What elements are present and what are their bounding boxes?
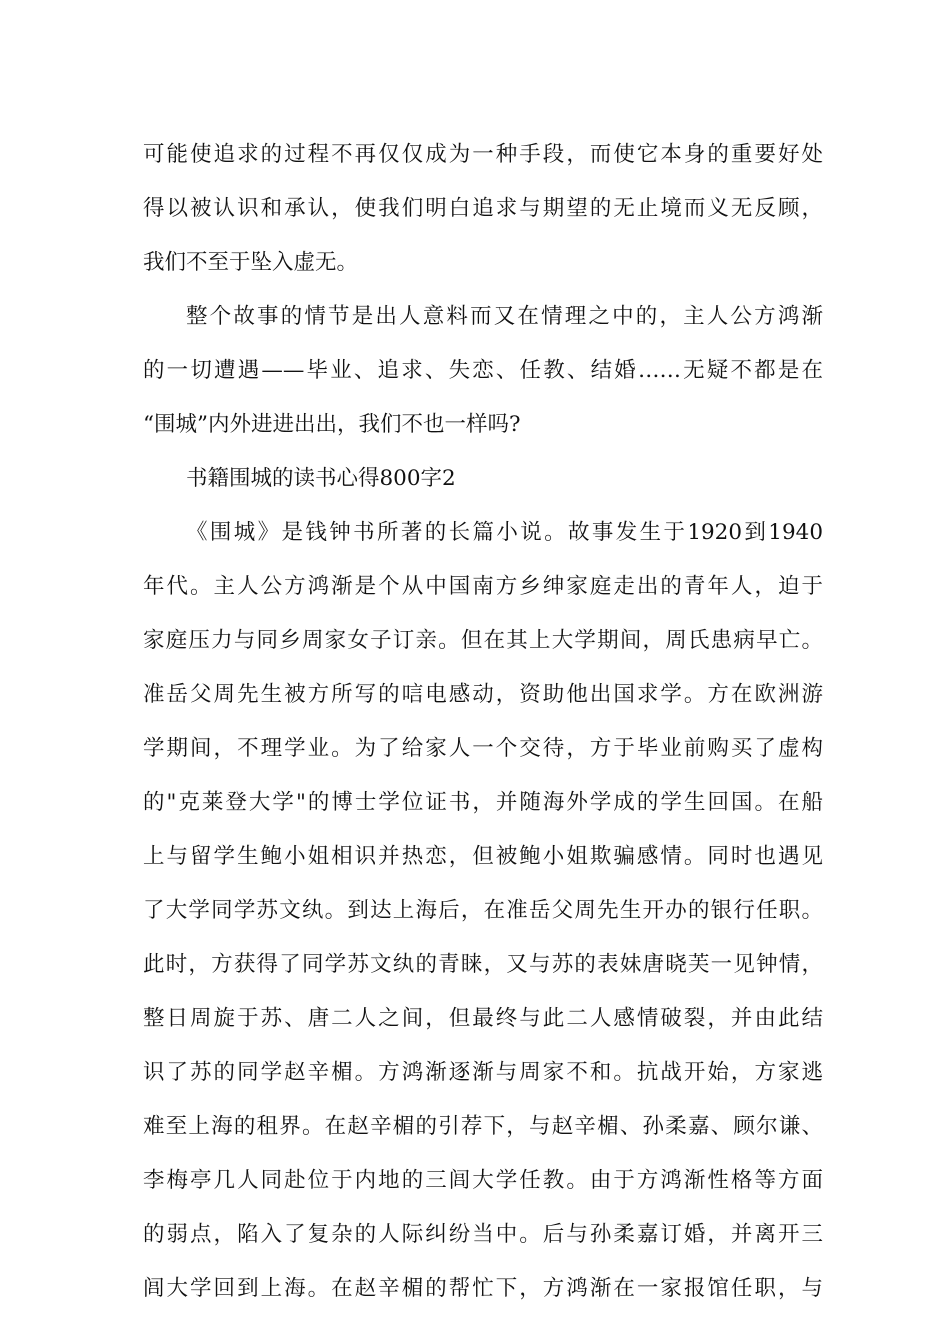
text-line: 了大学同学苏文纨。到达上海后，在准岳父周先生开办的银行任职。: [143, 898, 823, 923]
text-line: 此时，方获得了同学苏文纨的青睐，又与苏的表妹唐晓芙一见钟情，: [143, 952, 823, 977]
text-line: “围城”内外进进出出，我们不也一样吗?: [143, 412, 521, 437]
text-line: 难至上海的租界。在赵辛楣的引荐下，与赵辛楣、孙柔嘉、顾尔谦、: [143, 1114, 823, 1139]
paragraph-2: [143, 290, 823, 452]
text-line: 上与留学生鲍小姐相识并热恋，但被鲍小姐欺骗感情。同时也遇见: [143, 844, 823, 869]
paragraph-1: [143, 128, 823, 290]
text-line: 年代。主人公方鸿渐是个从中国南方乡绅家庭走出的青年人，迫于: [143, 574, 823, 599]
text-line: 学期间，不理学业。为了给家人一个交待，方于毕业前购买了虚构: [143, 736, 823, 761]
text-line: 李梅亭几人同赴位于内地的三闾大学任教。由于方鸿渐性格等方面: [143, 1168, 823, 1193]
text-line: 整个故事的情节是出人意料而又在情理之中的，主人公方鸿渐: [186, 304, 823, 329]
text-line: 可能使追求的过程不再仅仅成为一种手段，而使它本身的重要好处: [143, 142, 823, 167]
text-line: 闾大学回到上海。在赵辛楣的帮忙下，方鸿渐在一家报馆任职，与: [143, 1276, 823, 1301]
text-line: 我们不至于坠入虚无。: [143, 250, 359, 275]
paragraph-3: [143, 506, 823, 1316]
heading-line: 书籍围城的读书心得800字2: [186, 466, 456, 491]
text-line: 的弱点，陷入了复杂的人际纠纷当中。后与孙柔嘉订婚，并离开三: [143, 1222, 823, 1247]
text-line: 准岳父周先生被方所写的唁电感动，资助他出国求学。方在欧洲游: [143, 682, 823, 707]
text-line: 的"克莱登大学"的博士学位证书，并随海外学成的学生回国。在船: [143, 790, 823, 815]
text-line: 整日周旋于苏、唐二人之间，但最终与此二人感情破裂，并由此结: [143, 1006, 823, 1031]
text-line: 的一切遭遇——毕业、追求、失恋、任教、结婚……无疑不都是在: [143, 358, 823, 383]
text-line: 家庭压力与同乡周家女子订亲。但在其上大学期间，周氏患病早亡。: [143, 628, 823, 653]
text-line: 得以被认识和承认，使我们明白追求与期望的无止境而义无反顾，: [143, 196, 823, 221]
document-body: [143, 128, 823, 1316]
text-line: 《围城》是钱钟书所著的长篇小说。故事发生于1920到1940: [186, 520, 823, 545]
section-heading: [143, 452, 823, 506]
text-line: 识了苏的同学赵辛楣。方鸿渐逐渐与周家不和。抗战开始，方家逃: [143, 1060, 823, 1085]
